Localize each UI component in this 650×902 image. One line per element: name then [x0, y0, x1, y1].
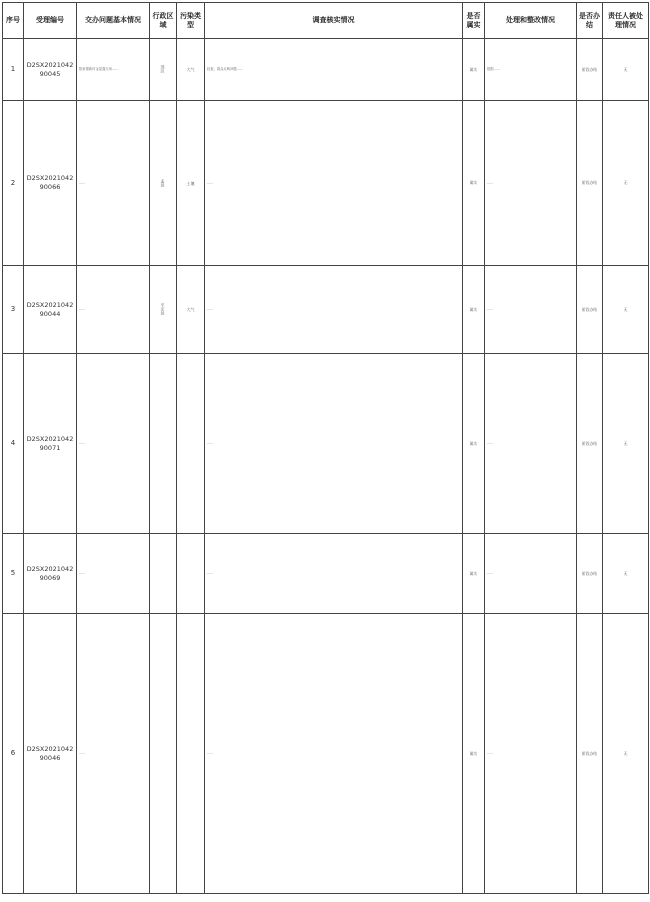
row-is-true: 属实 — [463, 534, 485, 614]
table-row — [3, 534, 649, 614]
row-handling: …… — [485, 614, 577, 894]
row-done: 阶段办结 — [577, 39, 603, 101]
row-no: 4 — [3, 354, 24, 534]
row-problem: …… — [77, 614, 150, 894]
row-handling: …… — [485, 354, 577, 534]
row-done: 阶段办结 — [577, 534, 603, 614]
col-header-done: 是否办结 — [577, 3, 603, 39]
row-type — [177, 534, 205, 614]
row-no: 6 — [3, 614, 24, 894]
row-done: 阶段办结 — [577, 266, 603, 354]
row-region-text: 平定县 — [160, 303, 166, 315]
row-is-true: 属实 — [463, 354, 485, 534]
row-region — [150, 354, 177, 534]
complaint-table — [2, 2, 649, 894]
row-region — [150, 39, 177, 101]
row-no: 1 — [3, 39, 24, 101]
row-problem: …… — [77, 534, 150, 614]
row-accountability: 无 — [603, 614, 649, 894]
row-handling: 根据…… — [485, 39, 577, 101]
row-no: 3 — [3, 266, 24, 354]
header-row — [3, 3, 649, 39]
row-type — [177, 354, 205, 534]
row-region — [150, 101, 177, 266]
row-accountability: 无 — [603, 101, 649, 266]
row-problem: 阳泉锦新村金星露天场…… — [77, 39, 150, 101]
row-is-true: 属实 — [463, 101, 485, 266]
row-is-true: 属实 — [463, 39, 485, 101]
row-accountability: 无 — [603, 266, 649, 354]
row-region — [150, 534, 177, 614]
row-investigation: …… — [205, 534, 463, 614]
row-type: 土壤 — [177, 101, 205, 266]
row-investigation: …… — [205, 354, 463, 534]
row-code: D2SX202104290069 — [24, 534, 77, 614]
col-header-problem: 交办问题基本情况 — [77, 3, 150, 39]
row-code: D2SX202104290044 — [24, 266, 77, 354]
row-type — [177, 614, 205, 894]
row-problem: …… — [77, 101, 150, 266]
row-no: 5 — [3, 534, 24, 614]
row-region-text: 孟县 — [160, 178, 166, 187]
row-done: 阶段办结 — [577, 614, 603, 894]
row-problem: …… — [77, 266, 150, 354]
col-header-accountability: 责任人被处理情况 — [603, 3, 649, 39]
row-no: 2 — [3, 101, 24, 266]
row-code: D2SX202104290071 — [24, 354, 77, 534]
row-is-true: 属实 — [463, 266, 485, 354]
row-code: D2SX202104290046 — [24, 614, 77, 894]
row-done: 阶段办结 — [577, 354, 603, 534]
row-region-text: 郊区 — [160, 65, 166, 73]
row-investigation: …… — [205, 614, 463, 894]
col-header-handling: 处理和整改情况 — [485, 3, 577, 39]
row-handling: …… — [485, 101, 577, 266]
table-row — [3, 354, 649, 534]
table-row — [3, 101, 649, 266]
row-code: D2SX202104290045 — [24, 39, 77, 101]
row-type: 大气 — [177, 39, 205, 101]
row-investigation: …… — [205, 101, 463, 266]
row-region — [150, 614, 177, 894]
row-accountability: 无 — [603, 534, 649, 614]
row-investigation: 经查，群众反映问题…… — [205, 39, 463, 101]
row-region — [150, 266, 177, 354]
col-header-region: 行政区域 — [150, 3, 177, 39]
col-header-is-true: 是否属实 — [463, 3, 485, 39]
col-header-no: 序号 — [3, 3, 24, 39]
col-header-investigation: 调查核实情况 — [205, 3, 463, 39]
row-handling: …… — [485, 266, 577, 354]
row-problem: …… — [77, 354, 150, 534]
row-accountability: 无 — [603, 39, 649, 101]
row-code: D2SX202104290066 — [24, 101, 77, 266]
row-handling: …… — [485, 534, 577, 614]
table-row — [3, 614, 649, 894]
row-accountability: 无 — [603, 354, 649, 534]
row-investigation: …… — [205, 266, 463, 354]
table-row — [3, 39, 649, 101]
row-done: 阶段办结 — [577, 101, 603, 266]
col-header-code: 受理编号 — [24, 3, 77, 39]
col-header-type: 污染类型 — [177, 3, 205, 39]
table-row — [3, 266, 649, 354]
row-is-true: 属实 — [463, 614, 485, 894]
row-type: 大气 — [177, 266, 205, 354]
